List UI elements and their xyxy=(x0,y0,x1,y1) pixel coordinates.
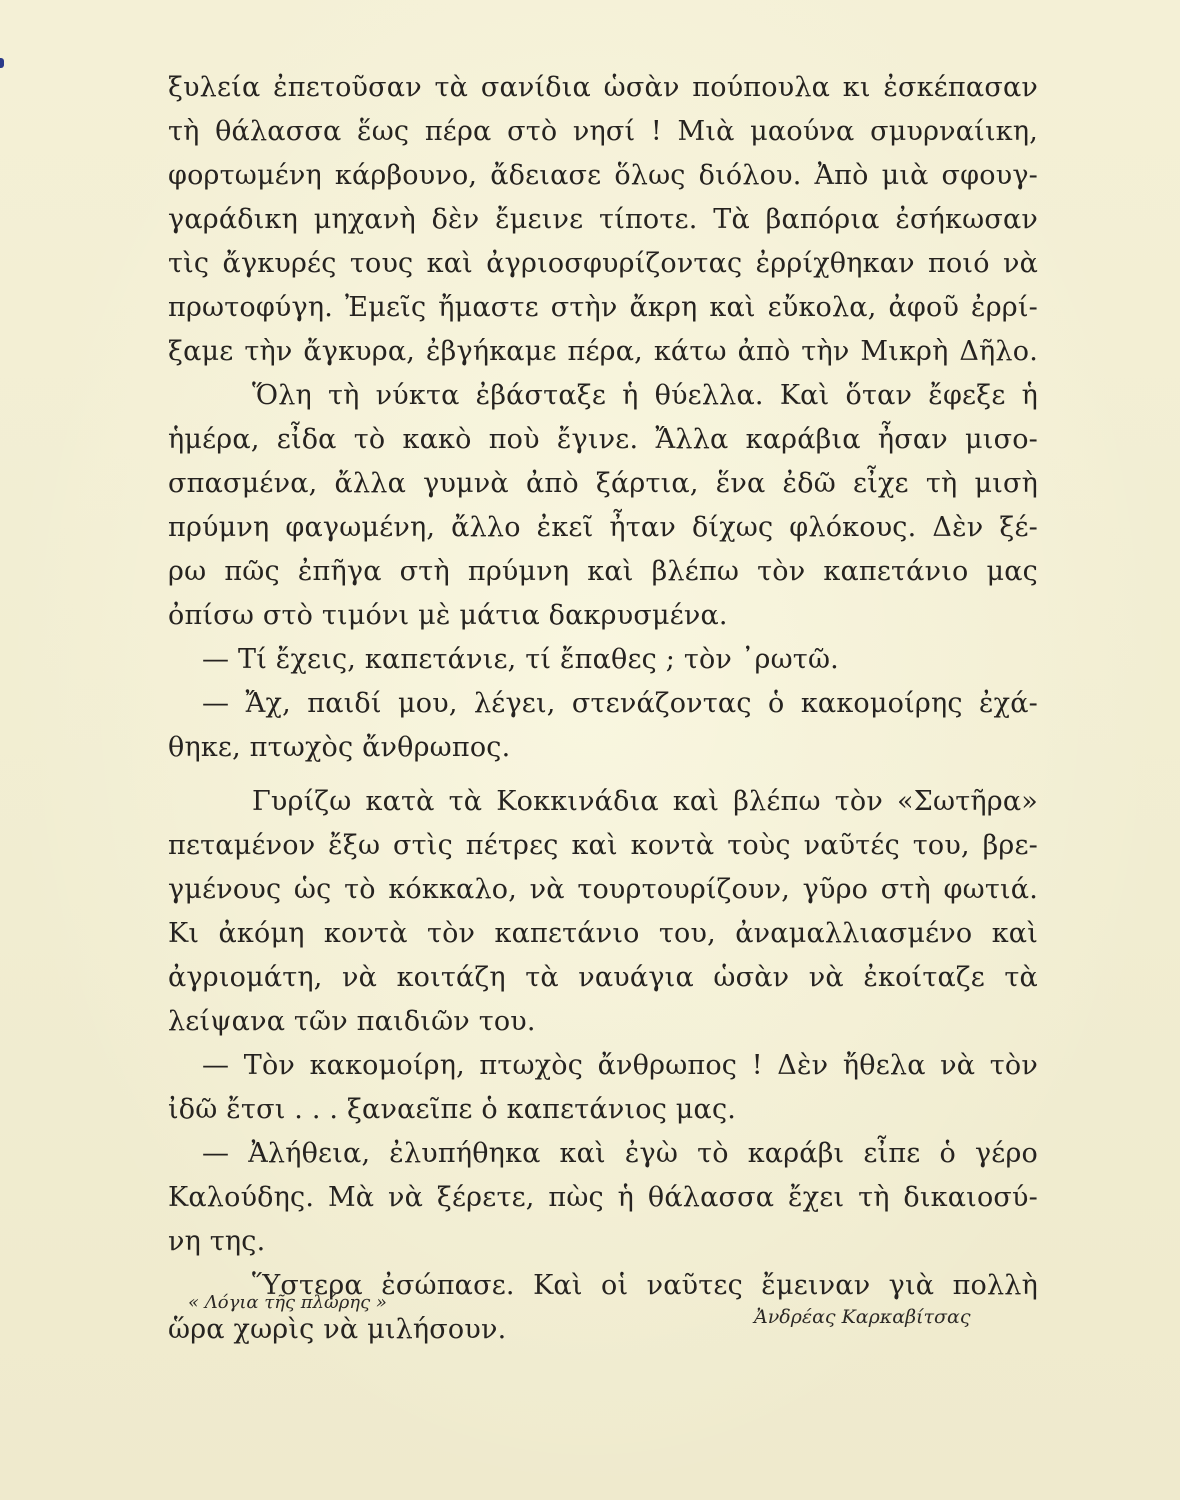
text-line: ξυλεία ἐπετοῦσαν τὰ σανίδια ὡσὰν πούπουλα κι ἐσκέπασαν xyxy=(168,72,1038,103)
dialogue-line: — Τί ἔχεις, καπετάνιε, τί ἔπαθες ; τὸν ᾿ρωτῶ. xyxy=(202,644,839,675)
text-line: τὴ θάλασσα ἕως πέρα στὸ νησί ! Μιὰ μαούνα σμυρναίικη, xyxy=(168,116,1038,147)
text-line: γαράδικη μηχανὴ δὲν ἔμεινε τίποτε. Τὰ βαπόρια ἐσήκωσαν xyxy=(168,204,1038,235)
text-line: ἰδῶ ἔτσι . . . ξαναεῖπε ὁ καπετάνιος μας. xyxy=(168,1094,737,1125)
text-line: πρωτοφύγη. Ἐμεῖς ἤμαστε στὴν ἄκρη καὶ εὔκολα, ἀφοῦ ἐρρί- xyxy=(168,292,1038,323)
text-line: φορτωμένη κάρβουνο, ἄδειασε ὅλως διόλου. Ἀπὸ μιὰ σφουγ- xyxy=(168,160,1038,191)
story-text xyxy=(168,66,1038,1352)
author-name: Ἀνδρέας Καρκαβίτσας xyxy=(754,1306,971,1328)
dialogue-line: — Ἀλήθεια, ἐλυπήθηκα καὶ ἐγὼ τὸ καράβι εἶπε ὁ γέρο xyxy=(202,1138,1038,1169)
paragraph-start-line: Ὅλη τὴ νύκτα ἐβάσταξε ἡ θύελλα. Καὶ ὅταν ἔφεξε ἡ xyxy=(252,380,1038,411)
text-line: Κι ἀκόμη κοντὰ τὸν καπετάνιο του, ἀναμαλλιασμένο καὶ xyxy=(168,918,1038,949)
dialogue-line: — Τὸν κακομοίρη, πτωχὸς ἄνθρωπος ! Δὲν ἤθελα νὰ τὸν xyxy=(202,1050,1038,1081)
text-line: πεταμένον ἔξω στὶς πέτρες καὶ κοντὰ τοὺς ναῦτές του, βρε- xyxy=(168,830,1038,861)
text-line: λείψανα τῶν παιδιῶν του. xyxy=(168,1006,536,1037)
text-line: γμένους ὡς τὸ κόκκαλο, νὰ τουρτουρίζουν, γῦρο στὴ φωτιά. xyxy=(168,874,1038,905)
text-line: τὶς ἄγκυρές τους καὶ ἀγριοσφυρίζοντας ἐρρίχθηκαν ποιό νὰ xyxy=(168,248,1038,279)
edge-ink-mark xyxy=(0,58,4,68)
dialogue-line: — Ἄχ, παιδί μου, λέγει, στενάζοντας ὁ κακομοίρης ἐχά- xyxy=(202,688,1038,719)
source-title: « Λόγια τῆς πλώρης » xyxy=(188,1292,387,1313)
text-line: σπασμένα, ἄλλα γυμνὰ ἀπὸ ξάρτια, ἕνα ἐδῶ εἶχε τὴ μισὴ xyxy=(168,468,1038,499)
text-line: ρω πῶς ἐπῆγα στὴ πρύμνη καὶ βλέπω τὸν καπετάνιο μας xyxy=(168,556,1038,587)
text-line: ὀπίσω στὸ τιμόνι μὲ μάτια δακρυσμένα. xyxy=(168,600,728,631)
text-line: νη της. xyxy=(168,1226,266,1257)
paragraph-start-line: Γυρίζω κατὰ τὰ Κοκκινάδια καὶ βλέπω τὸν «Σωτῆρα» xyxy=(252,786,1038,817)
text-line: ὥρα χωρὶς νὰ μιλήσουν. xyxy=(168,1314,507,1345)
text-line: ἀγριομάτη, νὰ κοιτάζη τὰ ναυάγια ὡσὰν νὰ ἐκοίταζε τὰ xyxy=(168,962,1038,993)
text-line: ἡμέρα, εἶδα τὸ κακὸ ποὺ ἔγινε. Ἄλλα καράβια ἦσαν μισο- xyxy=(168,424,1038,455)
text-line: πρύμνη φαγωμένη, ἄλλο ἐκεῖ ἦταν δίχως φλόκους. Δὲν ξέ- xyxy=(168,512,1038,543)
text-line: ξαμε τὴν ἄγκυρα, ἐβγήκαμε πέρα, κάτω ἀπὸ τὴν Μικρὴ Δῆλο. xyxy=(168,336,1038,367)
paragraph-start-line: Ὕστερα ἐσώπασε. Καὶ οἱ ναῦτες ἔμειναν γιὰ πολλὴ xyxy=(252,1270,1038,1301)
text-line: θηκε, πτωχὸς ἄνθρωπος. xyxy=(168,732,511,763)
text-line: Καλούδης. Μὰ νὰ ξέρετε, πὼς ἡ θάλασσα ἔχει τὴ δικαιοσύ- xyxy=(168,1182,1038,1213)
